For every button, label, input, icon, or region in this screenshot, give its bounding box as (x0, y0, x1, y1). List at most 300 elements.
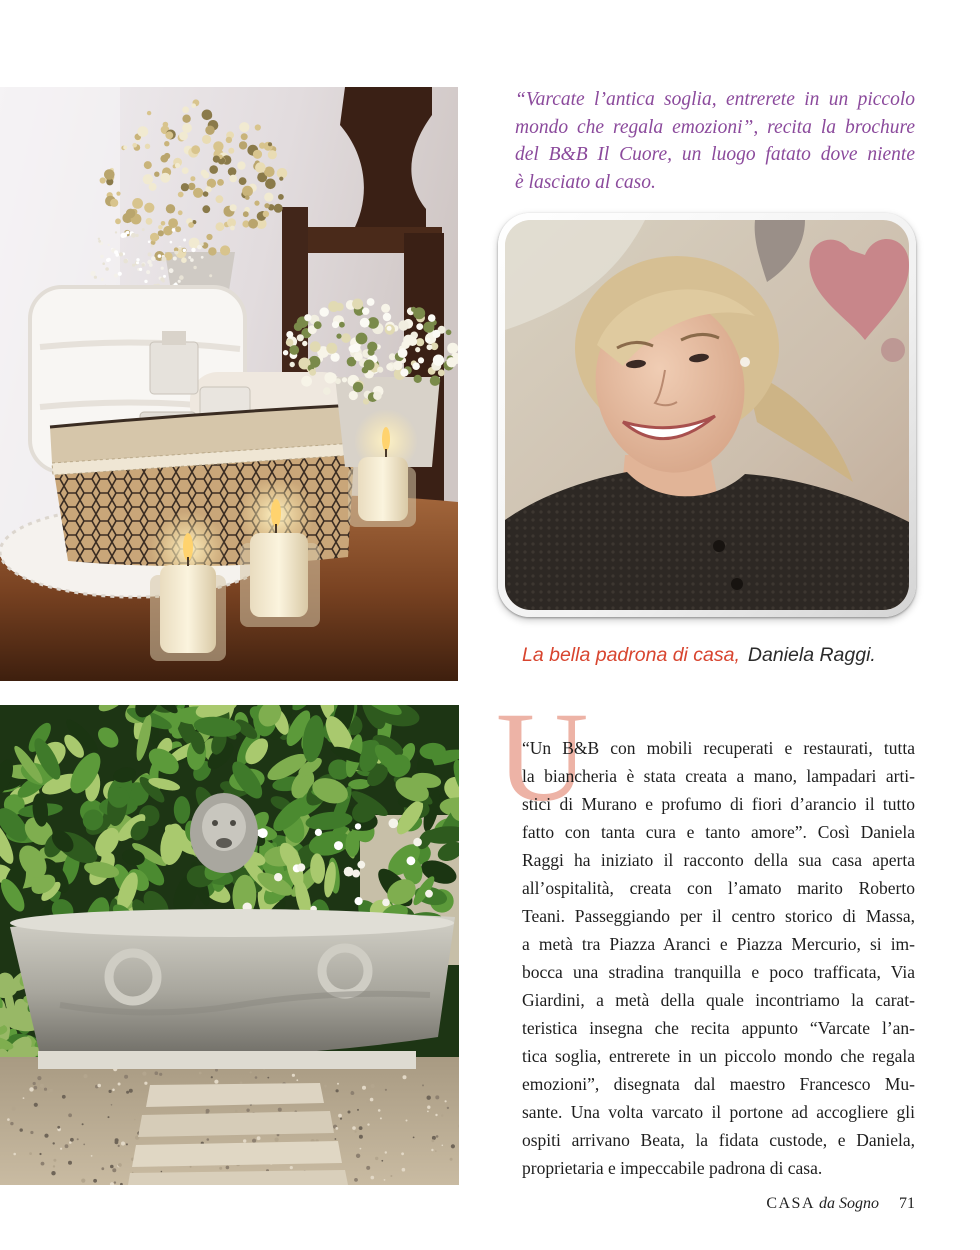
flower-bud (206, 186, 212, 192)
flower-bud (182, 167, 189, 174)
gravel-stone (278, 1108, 282, 1112)
flower-bud (123, 146, 127, 150)
gravel-stone (427, 1111, 429, 1113)
jasmine-flower (315, 829, 322, 836)
gravel-stone (336, 1095, 339, 1098)
flower-bud (118, 272, 122, 276)
gravel-stone (7, 1118, 10, 1121)
gravel-stone (435, 1114, 437, 1116)
flower-bud (100, 255, 104, 259)
flower-bud (169, 268, 174, 273)
flower-bud (173, 257, 177, 261)
flower-bud (166, 204, 175, 213)
flower-bud (94, 276, 97, 279)
flower-bud (239, 177, 247, 185)
flower-bud (230, 226, 235, 231)
gravel-stone (355, 1131, 357, 1133)
gravel-stone (432, 1139, 435, 1142)
gravel-stone (65, 1144, 69, 1148)
flower-bud (126, 231, 129, 234)
jasmine-flower (344, 867, 354, 877)
jasmine-flower (355, 897, 363, 905)
flower-bud (290, 362, 295, 367)
gravel-stone (161, 1171, 163, 1173)
gravel-stone (338, 1114, 342, 1118)
flower-bud (191, 145, 200, 154)
flower-bud (206, 113, 212, 119)
flower-bud (254, 201, 259, 206)
flower-bud (339, 322, 345, 328)
portrait-frame (498, 213, 916, 617)
flower-bud (146, 270, 150, 274)
flower-bud (202, 135, 211, 144)
flower-bud (428, 314, 436, 322)
flower-bud (172, 228, 176, 232)
flower-bud (114, 250, 118, 254)
flower-bud (297, 334, 304, 341)
flower-bud (309, 369, 316, 376)
flower-bud (263, 211, 269, 217)
gravel-stone (37, 1076, 41, 1080)
article-line: teristica insegna che recita appunto “Varcate l’an- (522, 1018, 915, 1038)
jasmine-flower (413, 838, 422, 847)
flower-bud (98, 238, 100, 240)
flower-bud (362, 367, 369, 374)
flower-bud (143, 174, 153, 184)
flower-bud (438, 369, 445, 376)
flower-bud (228, 167, 237, 176)
photo-basket-candles (0, 87, 458, 681)
flower-bud (164, 153, 170, 159)
gravel-stone (142, 1072, 146, 1076)
gravel-stone (390, 1175, 392, 1177)
flower-bud (446, 330, 452, 336)
gravel-stone (34, 1103, 38, 1107)
photo-basket-candles-image (0, 87, 458, 681)
gravel-stone (215, 1069, 218, 1072)
flower-bud (447, 343, 458, 354)
flower-bud (142, 263, 145, 266)
flower-bud (149, 183, 157, 191)
flower-bud (183, 239, 186, 242)
flower-bud (336, 334, 341, 339)
gravel-stone (118, 1083, 121, 1086)
gravel-stone (39, 1153, 41, 1155)
drop-cap: U (496, 686, 589, 828)
gravel-stone (367, 1100, 370, 1103)
flower-bud (248, 219, 258, 229)
flower-bud (98, 240, 101, 243)
gravel-stone (83, 1144, 85, 1146)
flower-bud (193, 266, 196, 269)
jasmine-flower (382, 899, 390, 907)
gravel-stone (348, 1111, 351, 1114)
gravel-stone (199, 1072, 202, 1075)
flower-bud (216, 222, 225, 231)
gravel-stone (340, 1118, 342, 1120)
gravel-stone (118, 1145, 120, 1147)
intro-quote-line: “Varcate l’antica soglia, entrerete in un piccolo (515, 89, 915, 110)
flower-bud (164, 141, 169, 146)
gravel-stone (29, 1087, 33, 1091)
flower-bud (179, 247, 182, 250)
gravel-stone (380, 1117, 382, 1119)
gravel-stone (255, 1076, 258, 1079)
flower-bud (190, 258, 194, 262)
portrait-caption-lead: La bella padrona di casa, (522, 644, 740, 666)
gravel-stone (20, 1128, 23, 1131)
gravel-stone (108, 1116, 110, 1118)
flower-bud (362, 308, 369, 315)
flower-bud (144, 280, 147, 283)
flower-bud (413, 307, 425, 319)
gravel-stone (450, 1158, 453, 1161)
flower-bud (301, 376, 312, 387)
article-line: a metà tra Piazza Aranci e Piazza Mercurio, si im- (522, 934, 915, 954)
gravel-stone (451, 1144, 455, 1148)
gravel-stone (427, 1106, 430, 1109)
flower-bud (132, 264, 135, 267)
article-line: all’ospitalità, creata con l’amato marito Roberto (522, 878, 915, 898)
gravel-stone (432, 1136, 436, 1140)
flower-bud (137, 126, 148, 137)
article-line: Raggi ha iniziato il racconto della sua casa aperta (522, 850, 915, 870)
gravel-stone (60, 1148, 62, 1150)
portrait-caption-name: Daniela Raggi. (747, 644, 876, 666)
flower-bud (107, 258, 111, 262)
flower-bud (279, 177, 283, 181)
flower-bud (209, 165, 218, 174)
flower-bud (323, 387, 331, 395)
flower-bud (268, 150, 277, 159)
gravel-stone (360, 1148, 362, 1150)
gravel-stone (115, 1140, 119, 1144)
flower-bud (174, 251, 178, 255)
flower-bud (160, 277, 164, 281)
flower-bud (179, 275, 184, 280)
flower-bud (193, 188, 203, 198)
flower-bud (190, 176, 195, 181)
flower-bud (386, 363, 393, 370)
flower-bud (387, 326, 392, 331)
gravel-stone (44, 1088, 47, 1091)
candle (150, 511, 226, 661)
gravel-stone (385, 1151, 387, 1153)
flower-bud (274, 204, 283, 213)
flower-bud (213, 141, 223, 151)
gravel-stone (40, 1084, 44, 1088)
flower-bud (414, 375, 422, 383)
gravel-stone (445, 1100, 447, 1102)
flower-bud (432, 330, 440, 338)
flower-bud (255, 162, 266, 173)
flower-bud (158, 254, 162, 258)
jasmine-flower (274, 873, 282, 881)
flower-bud (136, 261, 139, 264)
gravel-stone (337, 1083, 339, 1085)
gravel-stone (159, 1073, 162, 1076)
magazine-name-italic: da Sogno (819, 1195, 879, 1212)
gravel-stone (68, 1113, 72, 1117)
gravel-stone (375, 1157, 378, 1160)
flower-bud (205, 126, 214, 135)
gravel-stone (378, 1109, 381, 1112)
gravel-stone (207, 1138, 210, 1141)
flower-bud (158, 230, 164, 236)
flower-bud (104, 169, 115, 180)
flower-bud (183, 249, 187, 253)
gravel-stone (112, 1089, 115, 1092)
flower-bud (368, 349, 375, 356)
flower-bud (131, 233, 136, 238)
flower-bud (101, 278, 104, 281)
flower-bud (206, 234, 212, 240)
portrait-photo (505, 220, 909, 610)
flower-bud (100, 177, 106, 183)
flower-bud (188, 256, 191, 259)
flower-bud (191, 103, 196, 108)
flower-bud (349, 391, 358, 400)
jasmine-flower (334, 841, 343, 850)
gravel-stone (111, 1104, 113, 1106)
flower-bud (310, 341, 321, 352)
gravel-stone (436, 1135, 439, 1138)
gravel-stone (33, 1082, 36, 1085)
flower-bud (373, 391, 382, 400)
intro-quote (515, 86, 915, 196)
flower-bud (202, 205, 210, 213)
gravel-stone (447, 1107, 449, 1109)
flower-bud (161, 267, 164, 270)
candle (238, 477, 320, 627)
flower-bud (144, 203, 154, 213)
flower-bud (209, 274, 212, 277)
gravel-stone (427, 1096, 431, 1100)
page-number: 71 (899, 1195, 915, 1212)
gravel-stone (70, 1138, 74, 1142)
article-line: stici di Murano e profumo di fiori d’arancio il tutto (522, 794, 915, 814)
article-line: Giardini, a metà della quale incontriamo la carat- (522, 990, 915, 1010)
gravel-stone (91, 1155, 93, 1157)
flower-bud (433, 355, 444, 366)
flower-bud (208, 247, 216, 255)
flower-bud (418, 357, 424, 363)
gravel-stone (359, 1135, 363, 1139)
flower-bud (150, 233, 159, 242)
flower-bud (352, 299, 363, 310)
flower-bud (115, 218, 121, 224)
flower-bud (175, 163, 180, 168)
gravel-stone (435, 1095, 439, 1099)
jasmine-flower (297, 863, 305, 871)
flower-bud (148, 241, 151, 244)
flower-bud (217, 179, 224, 186)
flower-bud (142, 228, 145, 231)
flower-bud (105, 267, 109, 271)
gravel-stone (250, 1071, 252, 1073)
flower-bud (400, 369, 408, 377)
flower-bud (367, 298, 375, 306)
flower-bud (135, 234, 138, 237)
gravel-stone (381, 1160, 383, 1162)
flower-bud (126, 209, 136, 219)
gravel-stone (97, 1084, 101, 1088)
gravel-stone (12, 1107, 16, 1111)
gravel-stone (335, 1138, 337, 1140)
gravel-stone (30, 1131, 33, 1134)
flower-bud (181, 183, 189, 191)
flower-bud (332, 321, 339, 328)
gravel-stone (53, 1159, 56, 1162)
gravel-stone (226, 1166, 230, 1170)
flower-bud (264, 193, 273, 202)
gravel-stone (352, 1126, 356, 1130)
gravel-stone (77, 1138, 79, 1140)
flower-bud (116, 192, 120, 196)
gravel-stone (101, 1167, 104, 1170)
article-line: ospiti arrivano Beata, la fidata custode, e Daniela, (522, 1130, 915, 1150)
gravel-stone (68, 1161, 72, 1165)
flower-bud (239, 122, 249, 132)
gravel-stone (53, 1165, 55, 1167)
gravel-stone (401, 1152, 404, 1155)
gravel-stone (110, 1165, 114, 1169)
gravel-stone (51, 1171, 55, 1175)
gravel-stone (252, 1139, 256, 1143)
flower-bud (255, 124, 261, 130)
gravel-stone (435, 1150, 437, 1152)
flower-bud (151, 245, 154, 248)
article-line: emozioni”, disegnata dal maestro Francesco Mu- (522, 1074, 915, 1094)
gravel-stone (211, 1076, 213, 1078)
flower-bud (178, 192, 184, 198)
flower-bud (377, 367, 383, 373)
page-footer (766, 1193, 915, 1215)
flower-bud (161, 221, 166, 226)
gravel-stone (114, 1181, 116, 1183)
flower-bud (188, 183, 195, 190)
flower-bud (320, 307, 329, 316)
intro-quote-line: è lasciato al caso. (515, 171, 656, 193)
jasmine-flower (425, 890, 433, 898)
flower-bud (123, 259, 128, 264)
lion-head-fountain (190, 793, 258, 873)
gravel-stone (126, 1143, 128, 1145)
flower-bud (286, 339, 294, 347)
flower-bud (175, 226, 181, 232)
flower-bud (147, 111, 151, 115)
article-line: tica soglia, entrerete in un piccolo mondo che regala (522, 1046, 915, 1066)
flower-bud (179, 132, 188, 141)
flower-bud (148, 252, 152, 256)
gravel-stone (214, 1080, 218, 1084)
flower-bud (154, 172, 159, 177)
flower-bud (314, 321, 322, 329)
flower-bud (381, 304, 390, 313)
photo-garden-bathtub (0, 705, 459, 1185)
flower-bud (239, 141, 247, 149)
flower-bud (363, 398, 369, 404)
flower-bud (191, 248, 195, 252)
gravel-stone (324, 1085, 327, 1088)
flower-bud (353, 382, 363, 392)
flower-bud (416, 323, 423, 330)
gravel-stone (403, 1075, 407, 1079)
flower-bud (398, 320, 408, 330)
jasmine-flower (355, 823, 361, 829)
gravel-stone (13, 1153, 16, 1156)
gravel-stone (240, 1082, 243, 1085)
article-body (522, 734, 915, 1182)
flower-bud (147, 260, 151, 264)
article-line: fatto con tanta cura e tanto amore”. Così Daniela (522, 822, 915, 842)
photo-garden-bathtub-image (0, 705, 459, 1185)
flower-bud (139, 268, 142, 271)
flower-bud (352, 344, 361, 353)
candle (348, 409, 418, 527)
gravel-stone (431, 1149, 433, 1151)
gravel-stone (44, 1134, 48, 1138)
gravel-stone (53, 1142, 55, 1144)
gravel-stone (359, 1126, 363, 1130)
flower-bud (201, 256, 204, 259)
gravel-stone (406, 1120, 408, 1122)
flower-bud (415, 347, 420, 352)
gravel-stone (292, 1074, 295, 1077)
flower-bud (360, 318, 370, 328)
flower-bud (102, 262, 105, 265)
flower-bud (389, 353, 396, 360)
flower-bud (253, 150, 262, 159)
gravel-stone (402, 1168, 406, 1172)
gravel-stone (49, 1089, 53, 1093)
flower-bud (158, 225, 163, 230)
gravel-stone (422, 1084, 424, 1086)
gravel-stone (243, 1139, 246, 1142)
flower-bud (168, 218, 178, 228)
flower-bud (356, 333, 368, 345)
gravel-stone (69, 1141, 72, 1144)
gravel-stone (109, 1090, 112, 1093)
gravel-stone (290, 1166, 293, 1169)
flower-bud (286, 331, 293, 338)
gravel-stone (219, 1167, 222, 1170)
flower-bud (203, 172, 210, 179)
gravel-stone (246, 1109, 249, 1112)
gravel-stone (351, 1091, 353, 1093)
gravel-stone (362, 1086, 366, 1090)
flower-bud (216, 195, 224, 203)
gravel-stone (121, 1142, 125, 1146)
flower-bud (302, 341, 307, 346)
gravel-stone (34, 1086, 38, 1090)
gravel-stone (442, 1145, 444, 1147)
flower-bud (144, 161, 152, 169)
flower-bud (226, 137, 232, 143)
flower-bud (398, 348, 408, 358)
flower-bud (181, 257, 187, 263)
flower-bud (423, 322, 434, 333)
flower-bud (145, 144, 150, 149)
gravel-stone (371, 1084, 375, 1088)
gravel-stone (129, 1089, 133, 1093)
gravel-stone (370, 1098, 374, 1102)
gravel-stone (235, 1110, 238, 1113)
gravel-stone (441, 1114, 443, 1116)
gravel-stone (275, 1138, 279, 1142)
flower-bud (416, 338, 424, 346)
jasmine-flower (407, 856, 416, 865)
